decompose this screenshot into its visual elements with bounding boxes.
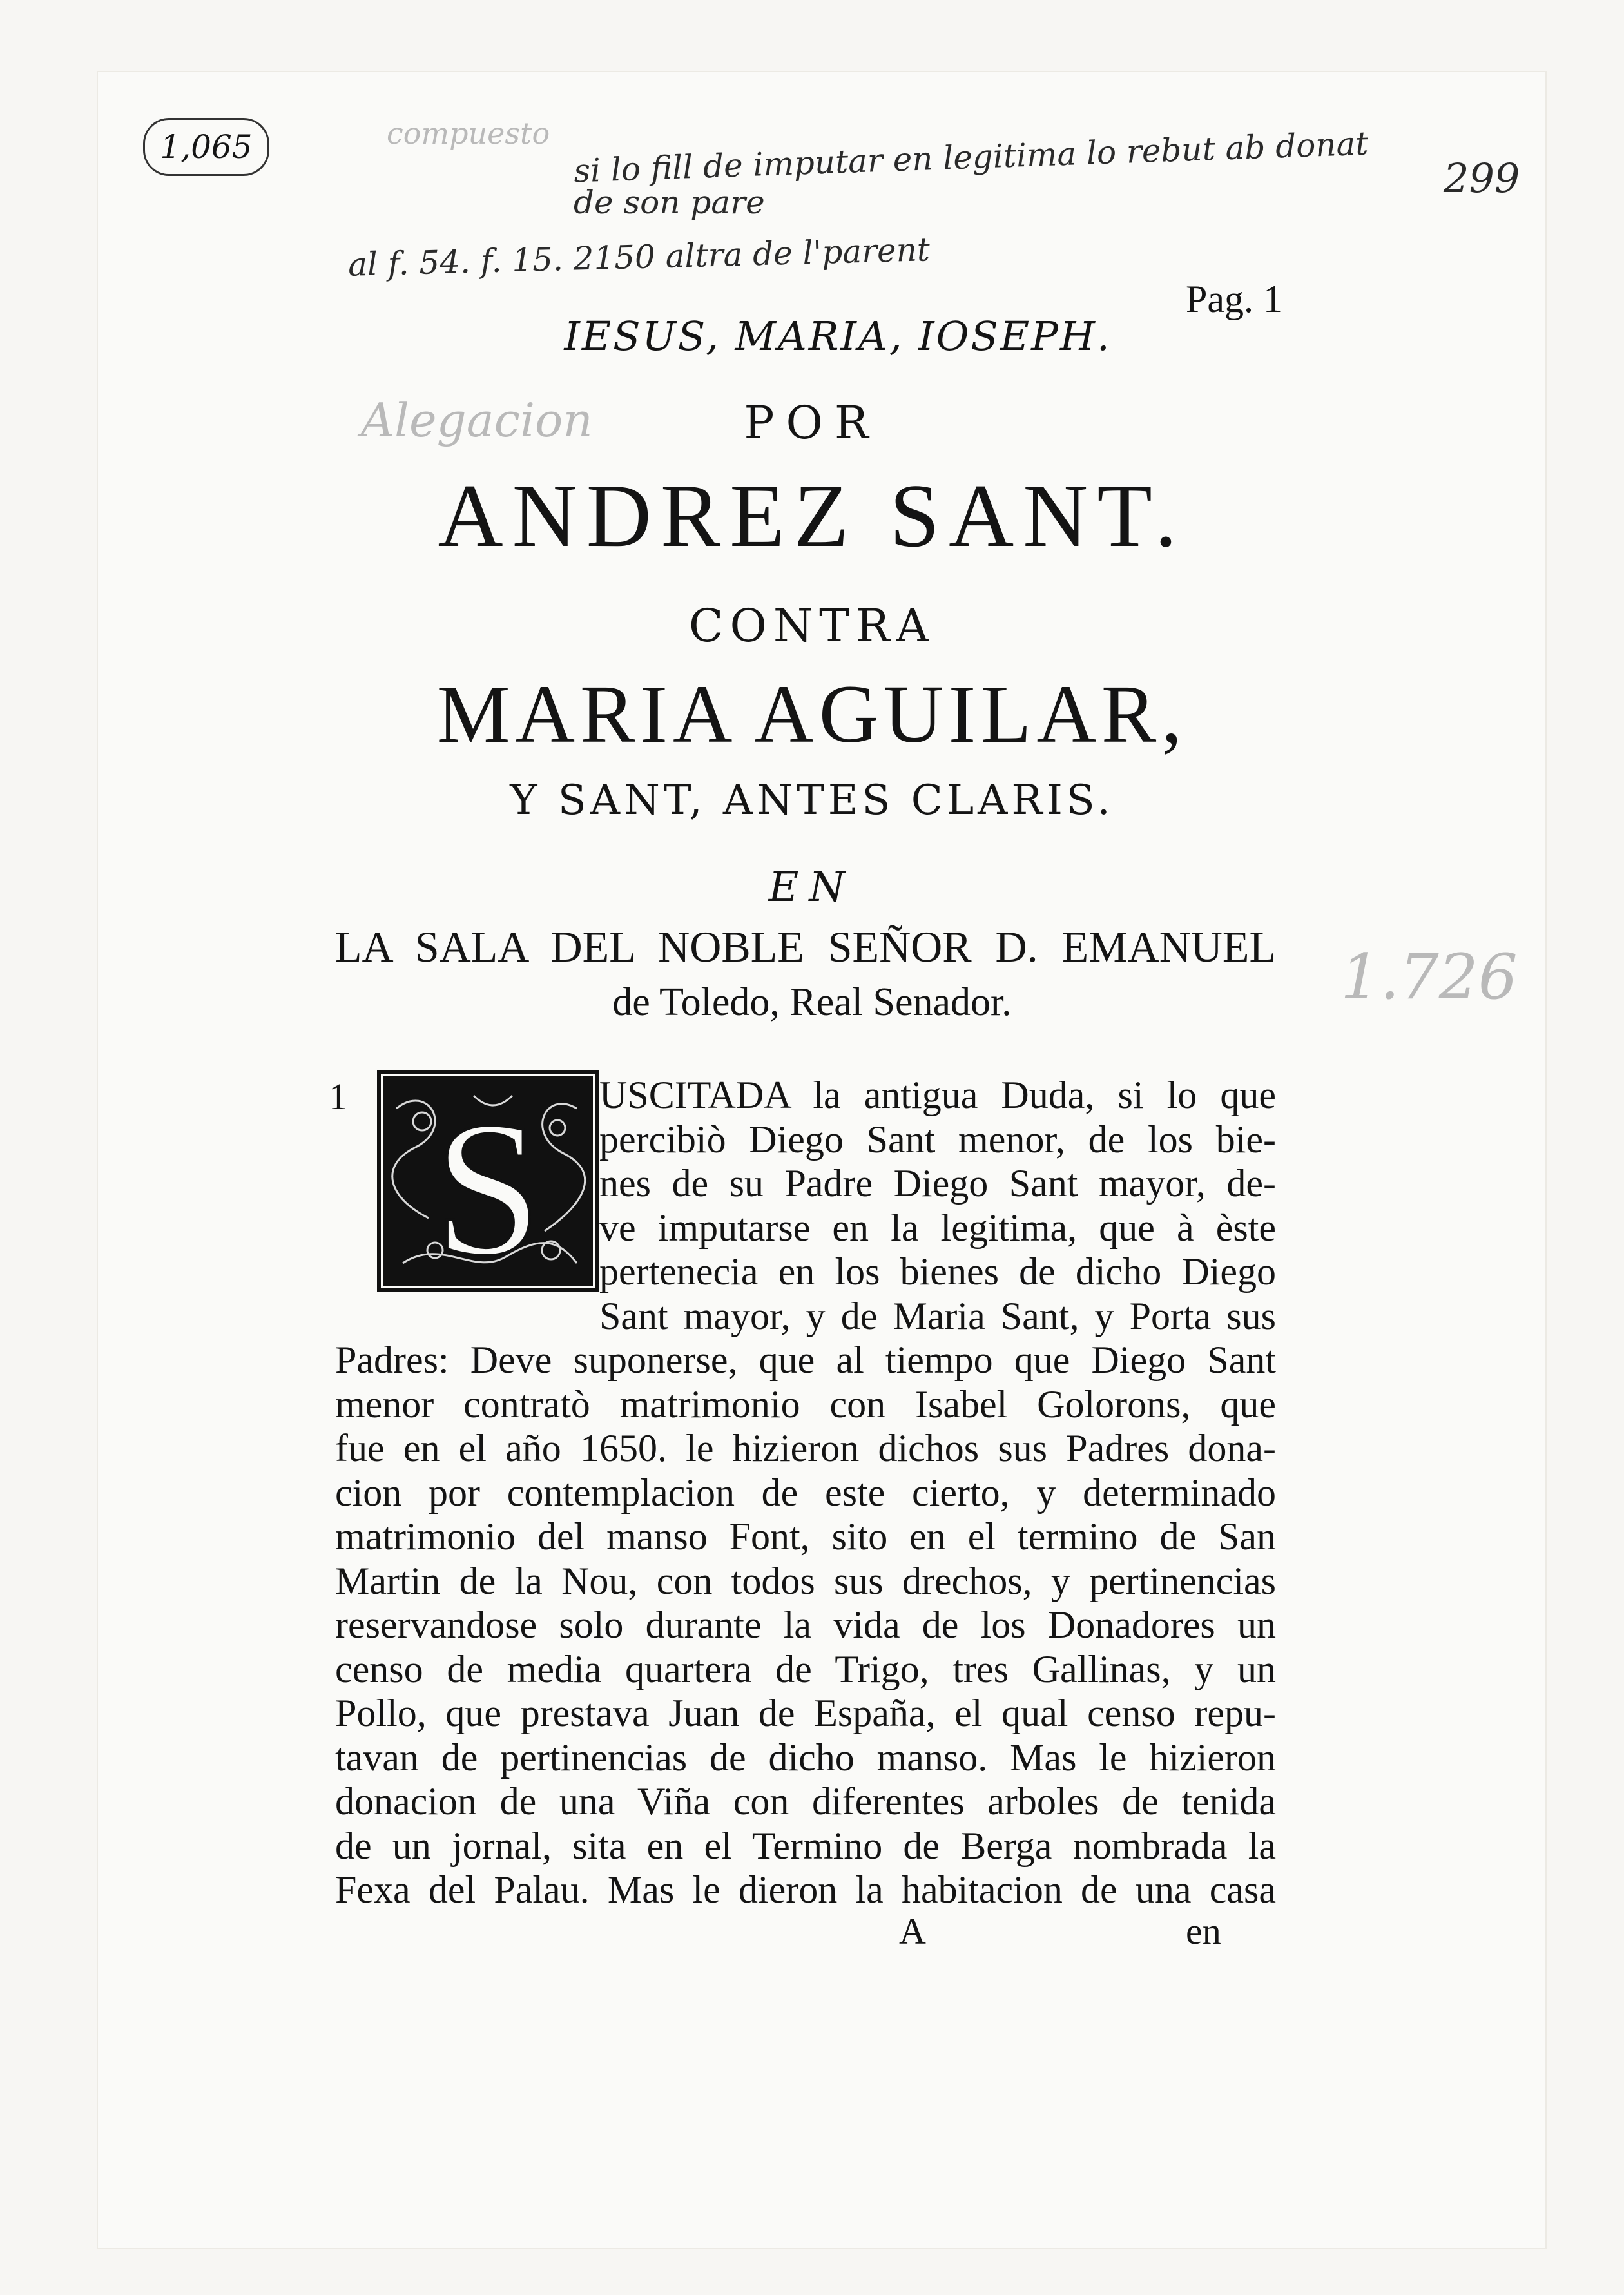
paragraph-line: pertenecia en los bienes de dicho Diego [599,1250,1276,1293]
handwritten-note-line2: de son pare [574,184,765,221]
decorated-initial [377,1070,599,1292]
paragraph-line: Martin de la Nou, con todos sus drechos, y pertinencias [335,1559,1276,1602]
catalog-number-stamp: 1,065 [143,118,269,176]
title-por: POR [744,396,880,449]
title-defendant: MARIA AGUILAR, [436,668,1188,760]
paragraph-line: nes de su Padre Diego Sant mayor, de- [599,1162,1276,1205]
paragraph-line: Pollo, que prestava Juan de España, el qual censo repu- [335,1692,1276,1734]
faint-margin-number: 1.726 [1340,941,1518,1013]
handwritten-note-line3: al f. 54. f. 15. 2150 altra de l'parent [347,231,931,284]
paragraph-line: percibiò Diego Sant menor, de los bie- [599,1118,1276,1161]
paragraph-line: Padres: Deve suponerse, que al tiempo que Diego Sant [335,1339,1276,1381]
paragraph-line: matrimonio del manso Font, sito en el termino de San [335,1515,1276,1558]
signature-mark: A [899,1910,926,1952]
paragraph-line: USCITADA la antigua Duda, si lo que [599,1074,1276,1116]
initial-letter: S [434,1081,542,1292]
invocation-line: IESUS, MARIA, IOSEPH. [564,313,1112,360]
paragraph-line: ve imputarse en la legitima, que à èste [599,1206,1276,1249]
catchword: en [1186,1910,1221,1952]
paragraph-line: de un jornal, sita en el Termino de Berga nombrada la [335,1824,1276,1867]
title-defendant-sub: Y SANT, ANTES CLARIS. [510,777,1114,824]
paragraph-line: tavan de pertinencias de dicho manso. Mas le hizieron [335,1736,1276,1779]
paragraph-line: fue en el año 1650. le hizieron dichos sus Padres dona- [335,1427,1276,1469]
paragraph-line: Sant mayor, y de Maria Sant, y Porta sus [599,1294,1276,1337]
faint-note: compuesto [387,116,550,151]
paragraph-line: menor contratò matrimonio con Isabel Golorons, que [335,1382,1276,1426]
floral-ornament-icon [377,1070,599,1292]
faint-side-note: Alegacion [361,393,593,447]
title-plaintiff: ANDREZ SANT. [438,466,1186,566]
handwritten-note-line1: si lo fill de imputar en legitima lo rebut ab donat [573,124,1369,190]
paragraph-line: donacion de una Viña con diferentes arboles de tenida [335,1780,1276,1823]
page-label: Pag. 1 [1186,278,1282,320]
court-line-1: LA SALA DEL NOBLE SEÑOR D. EMANUEL [335,922,1276,971]
paragraph-line: Fexa del Palau. Mas le dieron la habitacion de una casa [335,1868,1276,1911]
folio-number: 299 [1444,155,1520,202]
paragraph-line: reservandose solo durante la vida de los Donadores un [335,1603,1276,1646]
paragraph-line: cion por contemplacion de este cierto, y determinado [335,1471,1276,1514]
court-line-2: de Toledo, Real Senador. [612,980,1012,1024]
title-en: EN [768,864,856,911]
title-contra: CONTRA [688,599,936,652]
paragraph-number: 1 [329,1076,347,1118]
paragraph-line: censo de media quartera de Trigo, tres Gallinas, y un [335,1647,1276,1690]
